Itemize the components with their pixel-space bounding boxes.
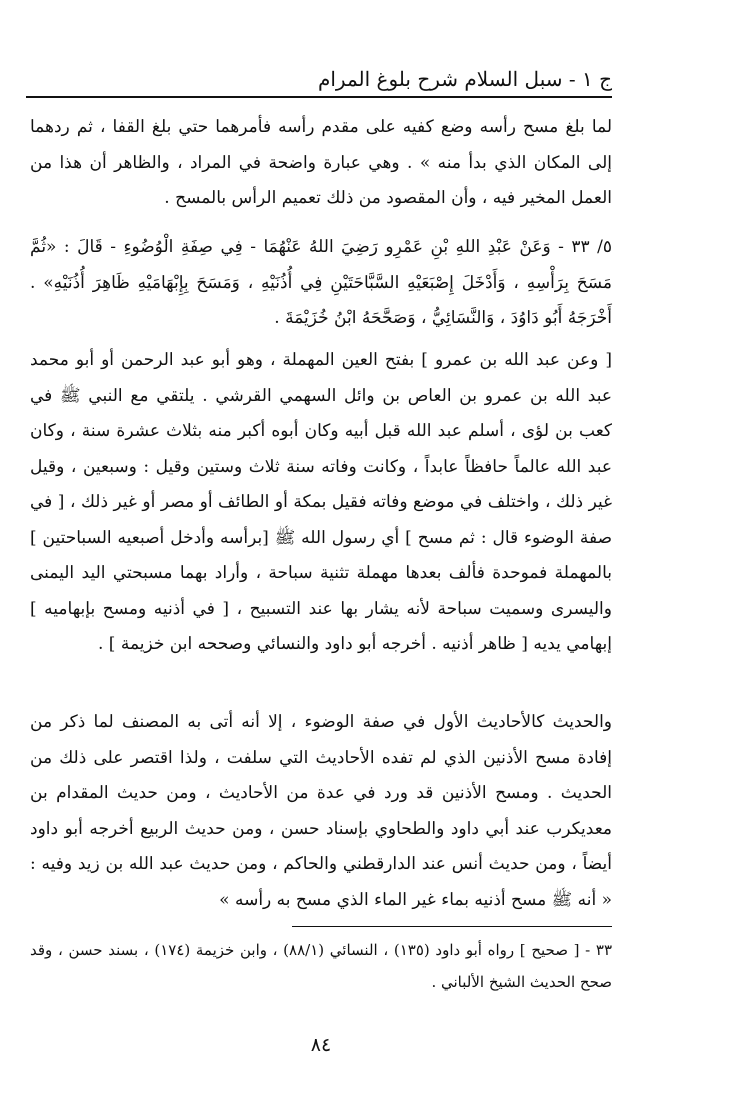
running-header: ج ١ - سبل السلام شرح بلوغ المرام [317, 67, 612, 91]
page-number: ٨٤ [310, 1034, 332, 1056]
commentary-paragraph-2: والحديث كالأحاديث الأول في صفة الوضوء ، إلا أنه أتى به المصنف لما ذكر من إفادة مسح الأذنين الذي لم تفده الأحاديث التي سلفت ، ولذا اقتصر على ذلك من الحديث . ومسح الأذنين قد ورد في عدة من الأحاديث ، ومن حديث المقدام بن معديكرب عند أبي داود والطحاوي بإسناد حسن ، ومن حديث الربيع أخرجه أبو داود أيضاً ، ومن حديث أنس عند الدارقطني والحاكم ، ومن حديث عبد الله بن زيد وفيه : « أنه ﷺ مسح أذنيه بماء غير الماء الذي مسح به رأسه » [30, 712, 612, 910]
hadith-text: ٥/ ٣٣ - وَعَنْ عَبْدِ اللهِ بْنِ عَمْرِو رَضِيَ اللهُ عَنْهُمَا - فِي صِفَةِ الْوُضُوءِ - قَالَ : «ثُمَّ مَسَحَ بِرَأْسِهِ ، وَأَدْخَلَ إِصْبَعَيْهِ السَّبَّاحَتَيْنِ فِي أُذُنَيْهِ ، وَمَسَحَ بِإِبْهَامَيْهِ ظَاهِرَ أُذُنَيْهِ» . أَخْرَجَهُ أَبُو دَاوُدَ ، وَالنَّسَائِيُّ ، وَصَحَّحَهُ ابْنُ خُزَيْمَةَ . [30, 237, 612, 328]
footnote: ٣٣ - [ صحيح ] رواه أبو داود (١٣٥) ، النسائي (٨٨/١) ، وابن خزيمة (١٧٤) ، بسند حسن ، وقد صحح الحديث الشيخ الألباني . [30, 941, 613, 991]
footnote-divider [292, 926, 612, 927]
header-divider [26, 96, 612, 98]
paragraph-continuation: لما بلغ مسح رأسه وضع كفيه على مقدم رأسه فأمرهما حتي بلغ القفا ، ثم ردهما إلى المكان الذي بدأ منه » . وهي عبارة واضحة في المراد ، والظاهر أن هذا من العمل المخير فيه ، وأن المقصود من ذلك تعميم الرأس بالمسح . [30, 117, 613, 208]
commentary-paragraph: [ وعن عبد الله بن عمرو ] بفتح العين المهملة ، وهو أبو عبد الرحمن أو أبو محمد عبد الله بن عمرو بن العاص بن وائل السهمي القرشي . يلتقي مع النبي ﷺ في كعب بن لؤى ، أسلم عبد الله قبل أبيه وكان أبوه أكبر منه بثلاث عشرة سنة ، وكان عبد الله عالماً حافظاً عابداً ، وكانت وفاته سنة ثلاث وستين وقيل : وسبعين ، وقيل غير ذلك ، واختلف في موضع وفاته فقيل بمكة أو الطائف أو مصر أو غير ذلك ، [ في صفة الوضوء قال : ثم مسح ] أي رسول الله ﷺ [برأسه وأدخل أصبعيه السباحتين ] بالمهملة فموحدة فألف بعدها مهملة تثنية سباحة ، وأراد بهما مسبحتي اليد اليمنى واليسرى وسميت سباحة لأنه يشار بها عند التسبيح ، [ في أذنيه ومسح بإبهاميه ] إبهامي يديه [ ظاهر أذنيه . أخرجه أبو داود والنسائي وصححه ابن خزيمة ] . [30, 350, 612, 654]
